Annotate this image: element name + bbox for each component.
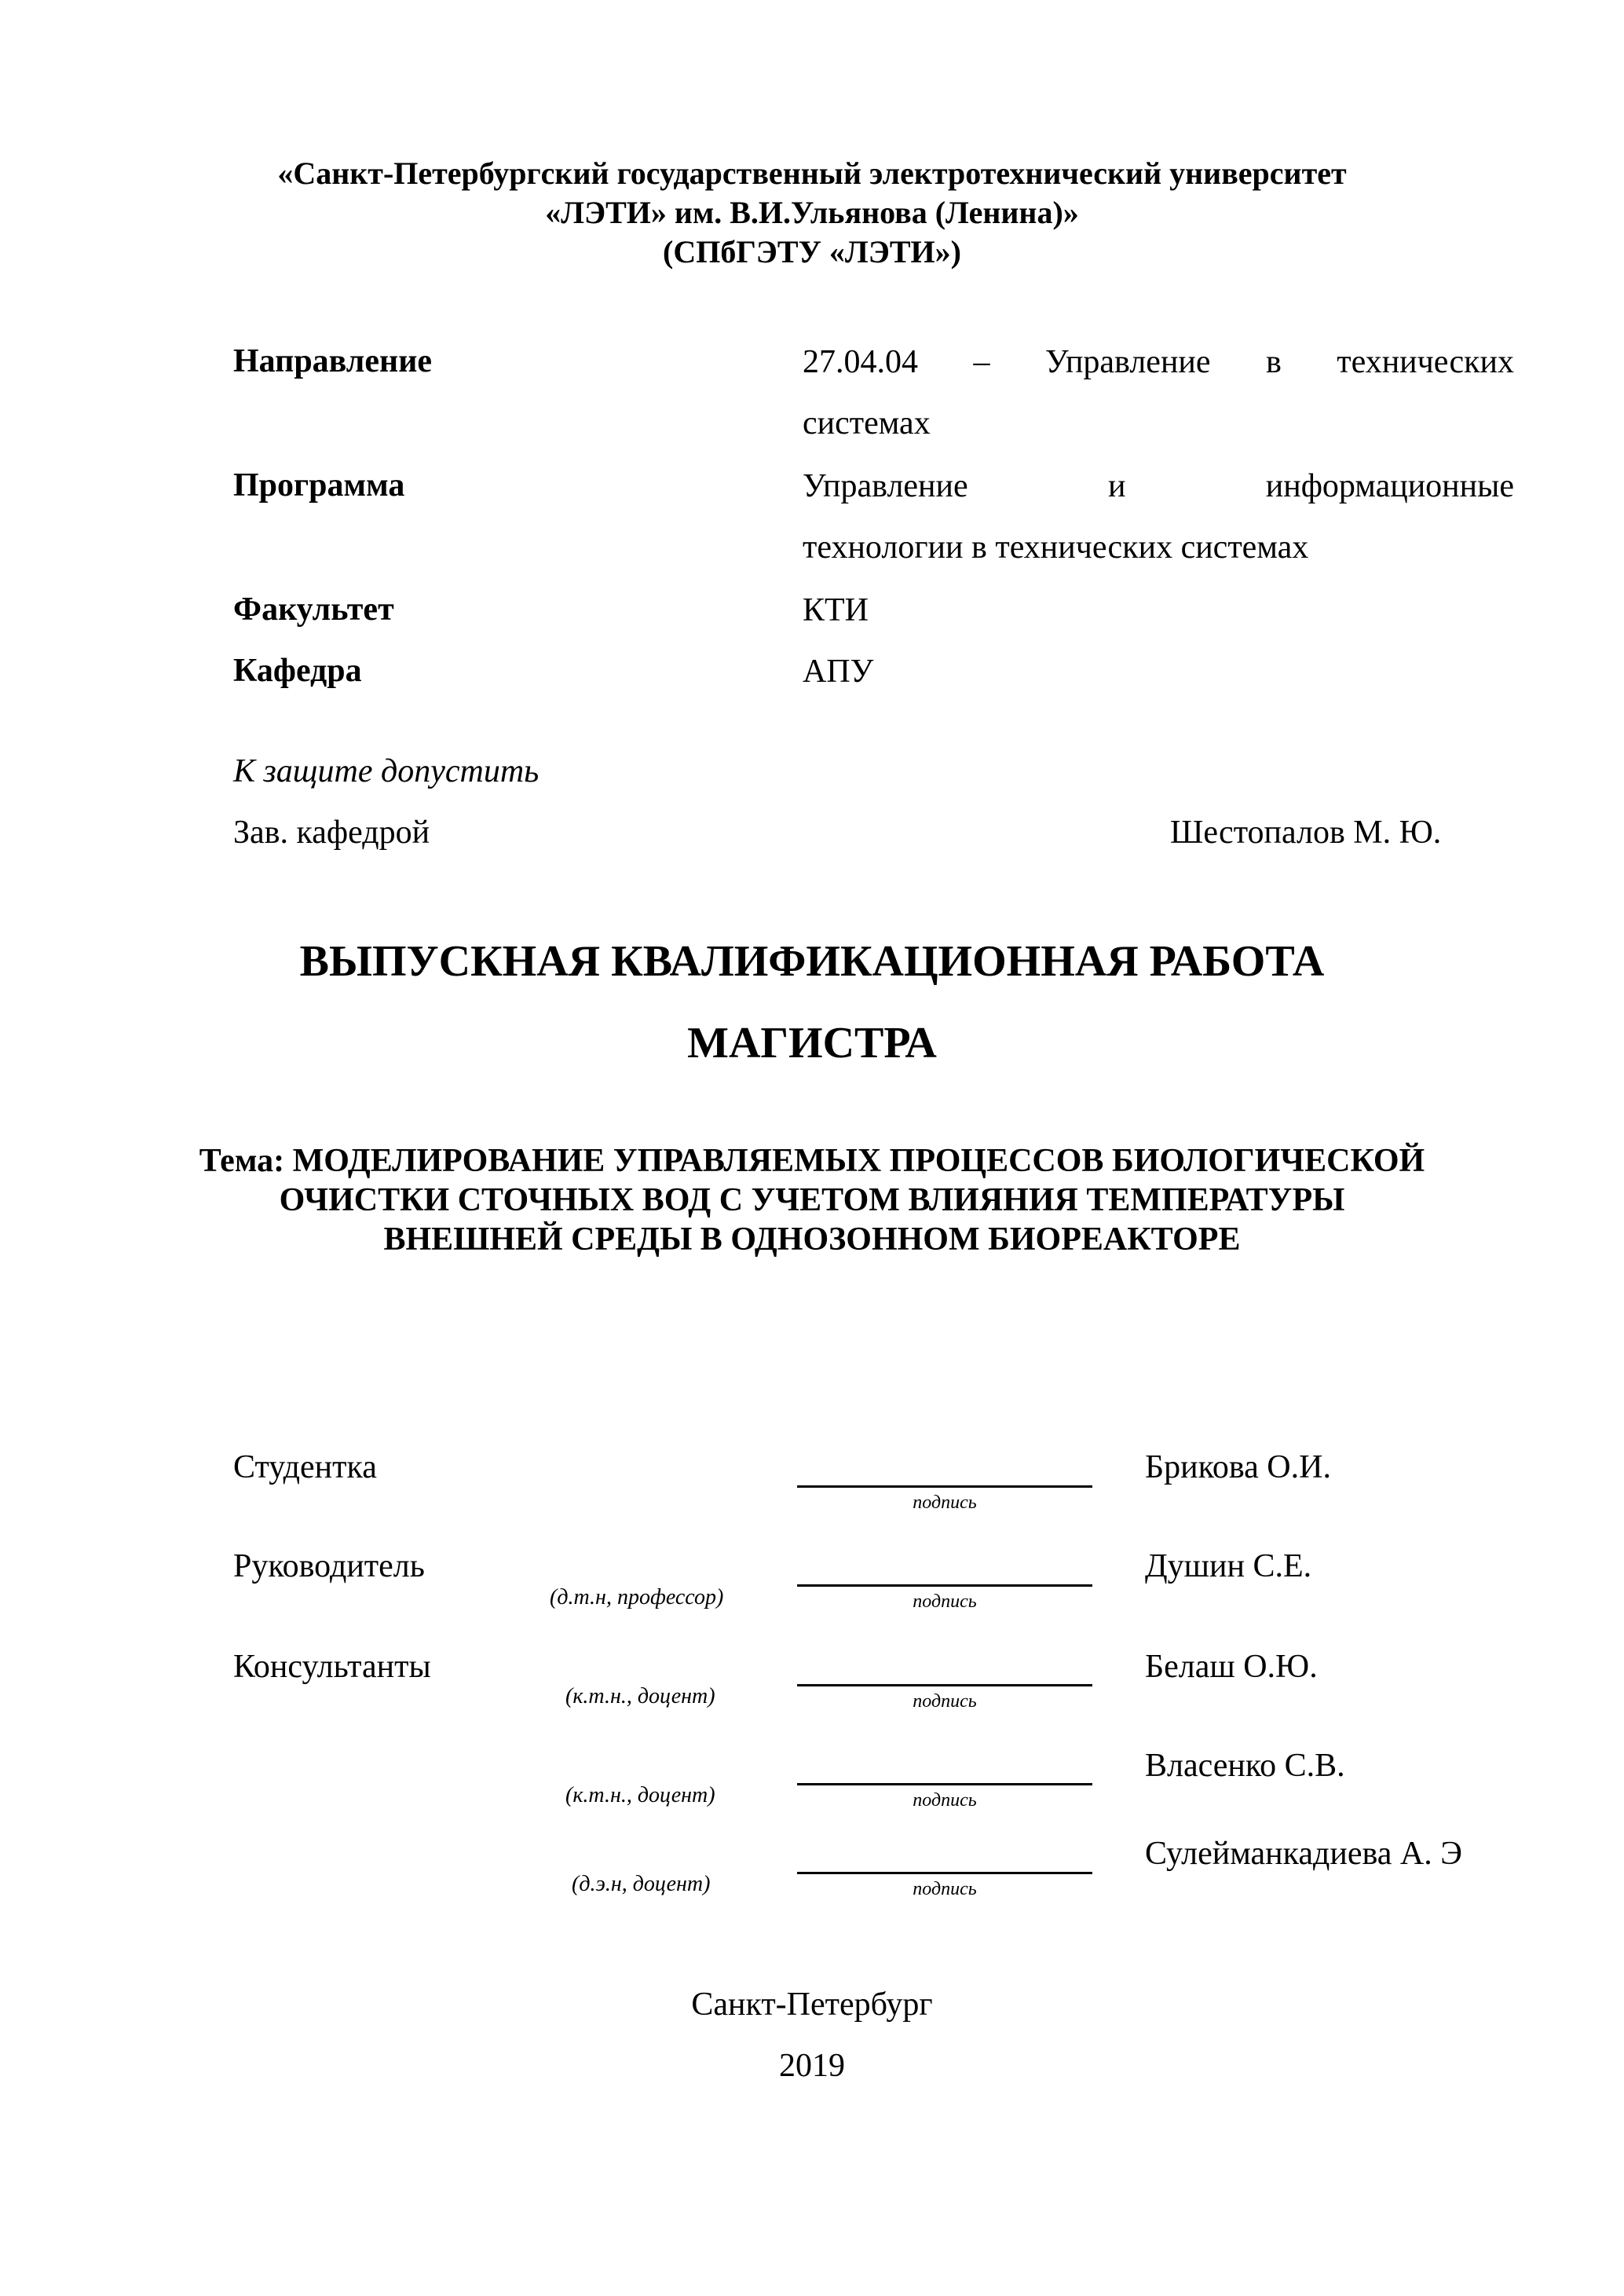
thesis-title-line2: МАГИСТРА	[687, 1019, 937, 1067]
consultant1-degree: (к.т.н., доцент)	[565, 1684, 715, 1708]
program-label: Программа	[233, 467, 405, 504]
supervisor-signature-line	[797, 1584, 1092, 1587]
consultant2-signature-caption: подпись	[913, 1790, 977, 1811]
university-name-line2: «ЛЭТИ» им. В.И.Ульянова (Ленина)»	[545, 195, 1079, 230]
footer-year: 2019	[779, 2048, 845, 2084]
student-label: Студентка	[233, 1449, 377, 1485]
department-value: АПУ	[803, 654, 874, 690]
consultant1-signature-caption: подпись	[913, 1691, 977, 1712]
direction-label: Направление	[233, 343, 433, 379]
consultant2-degree: (к.т.н., доцент)	[565, 1783, 715, 1807]
direction-value-line2: системах	[803, 405, 931, 441]
supervisor-name: Душин С.Е.	[1145, 1548, 1312, 1584]
admit-to-defense: К защите допустить	[233, 753, 540, 789]
university-header	[0, 154, 1624, 272]
direction-value	[803, 331, 1514, 454]
program-value-line2: технологии в технических системах	[803, 529, 1309, 566]
student-name: Брикова О.И.	[1145, 1449, 1331, 1485]
consultant3-degree: (д.э.н, доцент)	[572, 1872, 711, 1896]
thesis-title-line1: ВЫПУСКНАЯ КВАЛИФИКАЦИОННАЯ РАБОТА	[299, 937, 1325, 986]
supervisor-label: Руководитель	[233, 1548, 425, 1584]
supervisor-signature-caption: подпись	[913, 1591, 977, 1612]
faculty-value: КТИ	[803, 592, 869, 628]
student-signature-line	[797, 1485, 1092, 1488]
consultant3-name: Сулейманкадиева А. Э	[1145, 1836, 1462, 1872]
program-value-line1: Управление и информационные	[803, 468, 1514, 504]
consultant3-signature-line	[797, 1872, 1092, 1874]
department-label: Кафедра	[233, 653, 362, 689]
consultants-label: Консультанты	[233, 1649, 431, 1685]
head-of-department-name: Шестопалов М. Ю.	[1170, 815, 1442, 851]
university-name-line1: «Санкт-Петербургский государственный электротехнический университет	[277, 156, 1347, 191]
program-value	[803, 456, 1514, 578]
university-abbreviation: (СПбГЭТУ «ЛЭТИ»)	[663, 234, 961, 269]
direction-value-line1: 27.04.04 – Управление в технических	[803, 344, 1514, 380]
consultant1-signature-line	[797, 1684, 1092, 1686]
consultant2-signature-line	[797, 1783, 1092, 1785]
thesis-theme: Тема: МОДЕЛИРОВАНИЕ УПРАВЛЯЕМЫХ ПРОЦЕССОВ БИОЛОГИЧЕСКОЙ ОЧИСТКИ СТОЧНЫХ ВОД С УЧЕТОМ ВЛИЯНИЯ ТЕМПЕРАТУРЫ ВНЕШНЕЙ СРЕДЫ В ОДНОЗОННОМ БИОРЕАКТОРЕ	[199, 1143, 1425, 1258]
faculty-label: Факультет	[233, 591, 394, 628]
consultant1-name: Белаш О.Ю.	[1145, 1649, 1318, 1685]
consultant3-signature-caption: подпись	[913, 1879, 977, 1899]
student-signature-caption: подпись	[913, 1492, 977, 1513]
consultant2-name: Власенко С.В.	[1145, 1748, 1345, 1784]
footer-city: Санкт-Петербург	[691, 1987, 933, 2023]
head-of-department-label: Зав. кафедрой	[233, 815, 430, 851]
supervisor-degree: (д.т.н, профессор)	[550, 1585, 724, 1609]
